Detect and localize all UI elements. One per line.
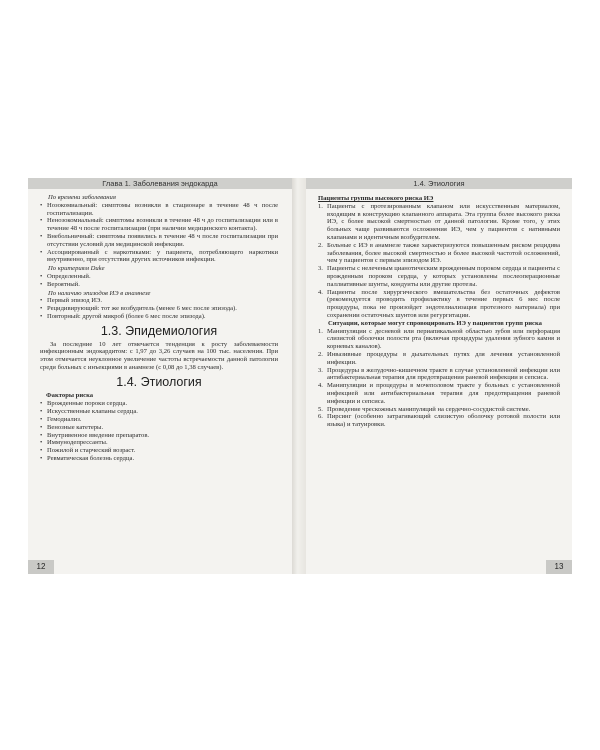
list-item: 1. Манипуляции с десневой или периапикальной областью зубов или перфорация слизистой оболочки полости рта (включая процедуры удаления зубного камня и корневых каналов). — [318, 327, 560, 351]
left-page — [28, 178, 292, 574]
risk-factors-list — [40, 400, 278, 462]
list-item: • Ассоциированный с наркотиками: у пациента, потребляющего наркотики внутривенно, при отсутствии других источников инфекции. — [40, 249, 278, 265]
list-item: • Гемодиализ. — [40, 416, 278, 424]
list-item: 2. Больные с ИЭ в анамнезе также характеризуются повышенным риском рецидива заболевания, более высокой смертностью и более высокой частотой осложнений, чем у пациентов с первым эпизодом ИЭ. — [318, 241, 560, 265]
list-item-text: Манипуляции и процедуры в мочеполовом тракте у больных с установленной инфекцией или антибактериальная терапия для предотвращения раневой инфекции и сепсиса. — [327, 382, 560, 405]
etiology-heading: 1.4. Этиология — [116, 374, 202, 389]
right-page — [306, 178, 572, 574]
page-number: 12 — [28, 560, 54, 574]
list-item: • Первый эпизод ИЭ. — [40, 297, 278, 305]
list-item: • Повторный: другой микроб (более 6 мес после эпизода). — [40, 313, 278, 321]
list-item: • Внутривенное введение препаратов. — [40, 432, 278, 440]
list-item: • Иммунодепрессанты. — [40, 439, 278, 447]
list-item: 4. Пациенты после хирургического вмешательства без остаточных дефектов (рекомендуется проводить профилактику в течение первых 6 мес после процедуры, пока не произойдет эндотелиализация протезного материала) при сохранении остаточных шунтов или регургитации. — [318, 288, 560, 319]
list-item-text: Пациенты с нелеченым цианотическим врожденным пороком сердца и пациенты с врожденным пороком сердца, у которых установлены послеоперационные паллиативные шунты, кондуиты или другие протезы. — [327, 265, 560, 288]
list-item: 2. Инвазивные процедуры в дыхательных путях для лечения установленной инфекции. — [318, 350, 560, 366]
risk-factors-title: Факторы риска — [46, 391, 94, 399]
duke-label: По критериям Duke — [48, 265, 105, 273]
list-item: • Пожилой и старческий возраст. — [40, 447, 278, 455]
high-risk-list — [318, 203, 560, 320]
by-time-list — [40, 202, 278, 264]
list-item: • Нозокомиальный: симптомы возникли в стационаре в течение 48 ч после госпитализации. — [40, 202, 278, 218]
left-running-header: Глава 1. Заболевания эндокарда — [28, 178, 292, 189]
list-item-text: Процедуры в желудочно-кишечном тракте в случае установленной инфекции или антибактериальная терапия для предотвращения раневой инфекции и сепсиса. — [327, 366, 560, 382]
high-risk-title: Пациенты группы высокого риска ИЭ — [318, 195, 434, 202]
situations-list — [318, 328, 560, 429]
list-item: • Определенный. — [40, 273, 278, 281]
list-item: 1. Пациенты с протезированным клапаном или искусственным материалом, входящим в конструкцию клапанного аппарата. Эта группа более высокого риска ИЭ, с более высокой смертностью от данной патологии. Кроме того, у этих больных чаще развиваются осложнения ИЭ, чем у пациентов с нативными клапанами и идентичным возбудителем. — [318, 202, 560, 241]
list-item: 5. Проведение чрескожных манипуляций на сердечно-сосудистой системе. — [318, 405, 531, 413]
list-item: • Венозные катетеры. — [40, 424, 278, 432]
list-item: 3. Процедуры в желудочно-кишечном тракте в случае установленной инфекции или антибактериальная терапия для предотвращения раневой инфекции и сепсиса. — [318, 366, 560, 382]
page-number: 13 — [546, 560, 572, 574]
list-item: • Искусственные клапаны сердца. — [40, 408, 278, 416]
epidemiology-paragraph: За последние 10 лет отмечается тенденция к росту заболеваемости инфекционным эндокардитом: с 1,97 до 3,26 случаев на 100 тыс. населения. При этом отмечается неуклонное увеличение частоты встречаемости данной патологии среди больных с инъекциями в анамнезе (с 0,08 до 1,38 случаев). — [40, 340, 278, 371]
list-item-text: Пациенты с протезированным клапаном или искусственным материалом, входящим в конструкцию клапанного аппарата. Эта группа более высокого риска ИЭ, с более высокой смертностью от данной патологии. Кроме того, у этих больных чаще развиваются осложнения ИЭ, чем у пациентов с нативными клапанами и идентичным возбудителем. — [327, 202, 560, 241]
list-item-text: Проведение чрескожных манипуляций на сердечно-сосудистой системе. — [327, 405, 531, 413]
right-page-content — [306, 189, 572, 429]
list-item: • Внебольничный: симптомы появились в течение 48 ч после госпитализации при отсутствии условий для медицинской инфекции. — [40, 233, 278, 249]
duke-list — [40, 273, 278, 289]
by-time-label: По времени заболевания — [48, 194, 116, 201]
situations-title: Ситуации, которые могут спровоцировать ИЭ у пациентов групп риска — [328, 319, 542, 327]
list-item-text: Пирсинг (особенно затрагивающий слизистую оболочку ротовой полости или языка) и татуировки. — [327, 413, 560, 429]
list-item: 3. Пациенты с нелеченым цианотическим врожденным пороком сердца и пациенты с врожденным пороком сердца, у которых установлены послеоперационные паллиативные шунты, кондуиты или другие протезы. — [318, 265, 560, 288]
right-running-header: 1.4. Этиология — [306, 178, 572, 189]
list-item: • Рецидивирующий: тот же возбудитель (менее 6 мес после эпизода). — [40, 305, 278, 313]
list-item: 4. Манипуляции и процедуры в мочеполовом тракте у больных с установленной инфекцией или антибактериальная терапия для предотвращения раневой инфекции и сепсиса. — [318, 382, 560, 405]
episodes-list — [40, 297, 278, 320]
list-item: • Ревматическая болезнь сердца. — [40, 455, 278, 463]
list-item: • Вероятный. — [40, 281, 278, 289]
list-item: • Врожденные пороки сердца. — [40, 400, 278, 408]
epidemiology-heading: 1.3. Эпидемиология — [100, 323, 218, 338]
list-item: 6. Пирсинг (особенно затрагивающий слизистую оболочку ротовой полости или языка) и татуировки. — [318, 413, 560, 429]
list-item-text: Пациенты после хирургического вмешательства без остаточных дефектов (рекомендуется проводить профилактику в течение первых 6 мес после процедуры, пока не произойдет эндотелиализация протезного материала) при сохранении остаточных шунтов или регургитации. — [327, 288, 560, 319]
book-gutter — [292, 178, 306, 574]
list-item: • Ненозокомиальный: симптомы возникли в течение 48 ч до госпитализации или в течение 48 ч после госпитализации (при наличии медицинского контакта). — [40, 217, 278, 233]
list-item-text: Больные с ИЭ в анамнезе также характеризуются повышенным риском рецидива заболевания, более высокой смертностью и более высокой частотой осложнений, чем у пациентов с первым эпизодом ИЭ. — [327, 241, 560, 265]
list-item-text: Инвазивные процедуры в дыхательных путях для лечения установленной инфекции. — [327, 350, 560, 366]
list-item-text: Манипуляции с десневой или периапикальной областью зубов или перфорация слизистой оболочки полости рта (включая процедуры удаления зубного камня и корневых каналов). — [327, 327, 560, 351]
episodes-label: По наличию эпизодов ИЭ в анамнезе — [48, 289, 151, 297]
left-page-content — [28, 189, 292, 463]
